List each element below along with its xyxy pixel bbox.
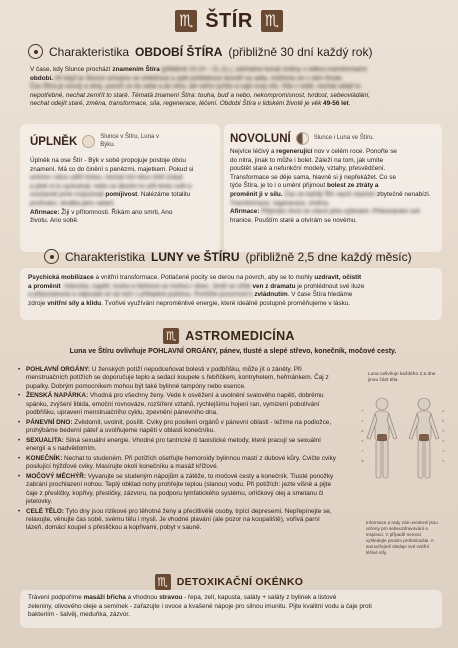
new-moon-line: týče Štíra, je to i o umění přijmout (230, 182, 327, 190)
new-moon-sub: Slunce i Luna ve Štíru. (313, 134, 375, 141)
period-text-5b: 49-56 let (323, 100, 349, 108)
page-header (0, 8, 458, 34)
detox-line: zeleniny, olivového oleje a semínek - zařazujte i ovoce a kvašené nápoje pro silnou imunitu. Pijte kvalitní vodu a čaje proti (28, 602, 372, 610)
detox-line: a vhodnou (125, 594, 160, 601)
astromed-item-label: MOČOVÝ MĚCHÝŘ: (26, 472, 87, 480)
detox-text (28, 594, 440, 620)
new-moon-line: Transformace, regenerace, změna. (230, 199, 330, 207)
full-moon-line: umíme i něco odřít čistou, nechat mít něco chtít získat (30, 174, 183, 182)
full-moon-line: životu. Ano sobě. (30, 217, 79, 225)
astromed-item (18, 437, 336, 454)
period-section-title (28, 44, 448, 59)
full-moon-text (30, 157, 216, 226)
moon-line: . Intenzita, napětí, touha a žárlivost se mohou i dnes. Jestli se cítíte (60, 282, 253, 290)
astromed-subtitle: Luna ve Štíru ovlivňuje POHLAVNÍ ORGÁNY, pánev, tlusté a slepé střevo, konečník, močové cesty. (69, 348, 397, 355)
detox-line: stravou (159, 594, 183, 601)
moon-title-suffix: (přibližně 2,5 dne každý měsíc) (245, 249, 412, 264)
scorpio-icon: ♏ (261, 10, 283, 32)
full-moon-heading (30, 134, 160, 149)
period-text-1c: (přibližně 23.10 – 21.11.), začínáme konat změny s velkou transformační (159, 66, 367, 73)
full-moon-line: prožívání, zkrátka jeho vášeň. (30, 199, 115, 207)
astromed-item-label: POHLAVNÍ ORGÁNY: (26, 366, 91, 373)
full-moon-line: pomíjivost (105, 191, 138, 199)
detox-line: - řepa, zelí, kapusta, saláty + saláty z bylinek a listové (182, 594, 337, 601)
astromed-item-label: SEXUALITA: (26, 436, 64, 444)
svg-text:♉: ♉ (361, 419, 364, 423)
moon-line: ven z dramatu (252, 282, 296, 290)
svg-text:♋: ♋ (361, 439, 364, 443)
scorpio-icon: ♏ (175, 10, 197, 32)
sun-icon (28, 44, 43, 59)
moon-line: . V čase Štíra hledáme (287, 291, 353, 299)
astromed-item (18, 508, 336, 533)
moon-icon (44, 249, 59, 264)
moon-line: je prohlédnout své iluze (295, 282, 365, 290)
new-moon-line: nov v celém roce. Ponořte se (312, 148, 397, 155)
astromed-list (18, 366, 336, 534)
period-text-1a: V čase, kdy Slunce prochází (30, 66, 113, 73)
new-moon-line: pouštět staré a nefunkční modely, vztahy, přesvědčení. (230, 165, 386, 173)
astromed-item-label: PÁNEVNÍ DNO: (26, 418, 73, 426)
astromed-title-text: ASTROMEDICÍNA (185, 329, 295, 343)
moon-line: zvládnutím (254, 291, 288, 299)
svg-text:♐: ♐ (442, 429, 445, 433)
moon-title-bold: LUNY ve ŠTÍRU (151, 249, 240, 264)
figure-caption: Luna ovlivňuje každého 2,5 dne jinou část těla. (368, 372, 436, 383)
detox-line: masáží břicha (83, 594, 126, 601)
new-moon-line: regenerující (276, 148, 313, 155)
svg-text:♎: ♎ (442, 409, 445, 413)
period-title-bold: OBDOBÍ ŠTÍRA (135, 44, 223, 59)
new-moon-heading (230, 132, 374, 145)
full-moon-sub: Slunce v Štíru, Luna v Býku. (100, 134, 159, 148)
moon-line: a vnitřní transformace. Potlačené pocity se derou na povrch, aby se to mohly (93, 274, 315, 281)
svg-text:♏: ♏ (442, 419, 445, 423)
svg-text:♓: ♓ (442, 459, 445, 463)
astromed-item-text: Nechat to studeném. Při potížích ošetřujte hemoroidy bylinnou mastí z dubové kůry. Cvičte cviky posilující hýžďové cviky. Masírujte okolí konečníku a masáž křížové. (26, 454, 336, 471)
new-moon-icon (296, 132, 309, 145)
full-moon-affirmation-label: Afirmace: (30, 208, 60, 216)
page-title: ŠTÍR (205, 9, 253, 32)
svg-text:♒: ♒ (442, 449, 445, 453)
detox-line: Trávení podpoříme (28, 594, 84, 601)
detox-title-text: DETOXIKAČNÍ OKÉNKO (176, 576, 304, 588)
moon-section-title (44, 249, 448, 264)
scorpio-icon: ♏ (163, 328, 179, 344)
figure-note: Informace a rady zde uvedené jsou určeny pro sebeuzdravování a inspiraci. V případě nemoci vyhledejte prosím profesionála. A samozřejmě sleduje své vnitřní léčivé síly. (366, 520, 438, 555)
new-moon-line: Čas se každý Štír naučí vlastně i (282, 190, 378, 198)
svg-text:♌: ♌ (361, 449, 364, 453)
period-text-5c: . (348, 100, 351, 108)
detox-line: bakteriím - šalvěj, meduňka, zázvor. (28, 611, 130, 619)
new-moon-line: Nejvíce léčivý a (230, 148, 277, 155)
astromed-item (18, 419, 336, 436)
new-moon-line: proměnit ji v sílu. (230, 190, 283, 198)
period-title-suffix: (přibližně 30 dní každý rok) (228, 44, 373, 59)
astromed-item-text: Vyvarujte se studeným nápojům a zátěže, to močové cesty a konečník. Tlusté ponožky zabrání prochlazení nohou. Teplý obklad nohy prohřejte teplou (slanou) vodu. Při potížích: jezte višně a pijte čaje z přesličky, kopřivy, přesličky, zázvoru, na podporu lymfatického systému, orlíčkový olej a smetanu či jetelovky. (26, 472, 334, 506)
full-moon-line: současně jsme rozpoznali (30, 191, 106, 199)
svg-text:♈: ♈ (361, 409, 364, 413)
moon-line: Psychická mobilizace (28, 274, 94, 281)
new-moon-line: bolest ze ztráty a (326, 182, 379, 190)
new-moon-line: do nitra, jinak to může i bolet. Záleží na tom, jak umíte (230, 156, 384, 164)
full-moon-line: . Nalézáme totalitu (137, 191, 191, 199)
moon-line: a přípoutanosti a odpoutat se od nich z příkladné polohou. Pomůže pozornost k (28, 291, 255, 299)
period-text-2b: Až když je Slunce schopno se ohlédnout a zpět pohlédnout dovnitř na sebe, můžeme se v něm živote. (53, 74, 344, 82)
astromed-item (18, 392, 336, 417)
body-figure-illustration (358, 392, 450, 522)
moon-line: . Tvořivé využívání neproměnlivé energie, které ideálně postupně proměňujeme v lásku. (101, 299, 351, 307)
full-moon-title: ÚPLNĚK (30, 135, 78, 148)
svg-text:♍: ♍ (361, 459, 364, 463)
moon-line: zdroje (28, 299, 48, 307)
astromed-item-text: U ženských potíží nepodceňovat bolesti v podbřišku, může jít o záněty. Při menstruačních potížích se doporučuje teplo a sedací koupele s řebříčkem, kontryhelem, heřmánkem. Čaj z pupalky. Dobrým pomocníkem mohou být také bylinné tampóny nebo esence. (26, 366, 329, 390)
astromed-item-label: CELÉ TĚLO: (26, 507, 64, 515)
new-moon-affirmation-label: Afirmace: (230, 208, 260, 216)
moon-title-prefix: Charakteristika (65, 249, 146, 264)
astromed-item-text: Tyto dny jsou rizikové pro těhotné ženy a přecitlivělé osoby, trpící depresemi. Nepřepínejte se, relaxujte, věnujte čas sobě, svému tělu i mysli. Je vhodné plavání (ale pozor na koupaliště), vořivá parní lázeň, domácí koupel s přesličkou a kopřivami, pobyt v sauně. (26, 507, 332, 532)
astromed-item-text: Silná sexuální energie. Vhodné pro tantrické či taoistické metody, které pracují se sexuální energií a s nadvědomím. (26, 436, 321, 453)
period-text-5a: nechat odejít staré, změna, transformace, síla, regenerace, léčení. Období Štíra v lidském životě je věk (30, 100, 324, 108)
new-moon-line: hranice. Pouštím staré a otvírám se novému. (230, 216, 358, 224)
svg-text:♑: ♑ (442, 439, 445, 443)
astromed-item-label: ŽENSKÁ NAPÁRKA: (26, 392, 89, 400)
scorpio-icon: ♏ (155, 574, 171, 590)
period-text-1b: znamením Štíra (112, 66, 160, 73)
full-moon-line: znamení. Má co do činění s penězmi, majetkem. Pokud si (30, 165, 194, 173)
moon-line: a proměnit (28, 282, 61, 290)
moon-line: vnitřní síly a klidu (47, 299, 102, 307)
new-moon-line: zbytečně nenabízí. (377, 190, 431, 198)
astromed-item (18, 473, 336, 507)
full-moon-line: Úplněk na ose Štír - Býk v sobě propojuje postoje obou (30, 157, 186, 164)
full-moon-line: Žiji v přítomnosti. Říkám ano smrti, Ano (59, 208, 173, 216)
astromed-item (18, 455, 336, 472)
astromed-item-label: KONEČNÍK: (26, 454, 63, 462)
astromed-title (0, 328, 458, 344)
astromed-item-text: Zvědomit, uvolnit, posílit. Cviky pro posílení orgánů v pánevní oblasti - ležíme na podložce, prohýbáme bederní páteř a uvolňujeme napětí v oblasti konečníku. (26, 418, 332, 435)
period-title-prefix: Charakteristika (49, 44, 130, 59)
new-moon-line: Transformace se děje sama, hlavně si ji nepřekážet. Co se (230, 173, 396, 181)
svg-text:♊: ♊ (361, 429, 364, 433)
period-text-3: Čas Štíra je nosný a silný, ponoří se do sebe a do nitra, ale velmi rychle a najít svoji sílu. Síla v sobě, nechat odejít to (30, 83, 361, 91)
detox-title (0, 574, 458, 590)
period-text (30, 66, 442, 109)
new-moon-line: Přijímám život ve všech jeho výšinách. Překonávám své (259, 208, 421, 216)
astromed-item (18, 366, 336, 391)
astromed-item-text: Vhodná pro všechny ženy. Vede k osvěžení a uvolnění svalového napětí, dobrému spánku, zvýšení libida, emoční rovnováze, rozšíření vztahů, rychlejšímu hojení ran, vymizení pobolívání podbřišku, upravení menstruačního cyklu, zpevnění pánevního dna. (26, 392, 324, 417)
period-text-4: nepotřebné, nechat zemřít to staré. Tématá znamení Štíra: touha, buď a nebo, nekompromisnost, tvrdost, sebeovládání, (30, 91, 371, 99)
new-moon-text (230, 148, 438, 225)
period-text-2a: období. (30, 74, 54, 82)
moon-line: uzdravit, očistit (314, 274, 362, 281)
moon-text (28, 274, 438, 308)
full-moon-icon (82, 135, 95, 148)
full-moon-line: a plně si to vychutnat, nebo se dlouho to užít tento svět a (30, 182, 192, 190)
new-moon-title: NOVOLUNÍ (230, 132, 291, 145)
